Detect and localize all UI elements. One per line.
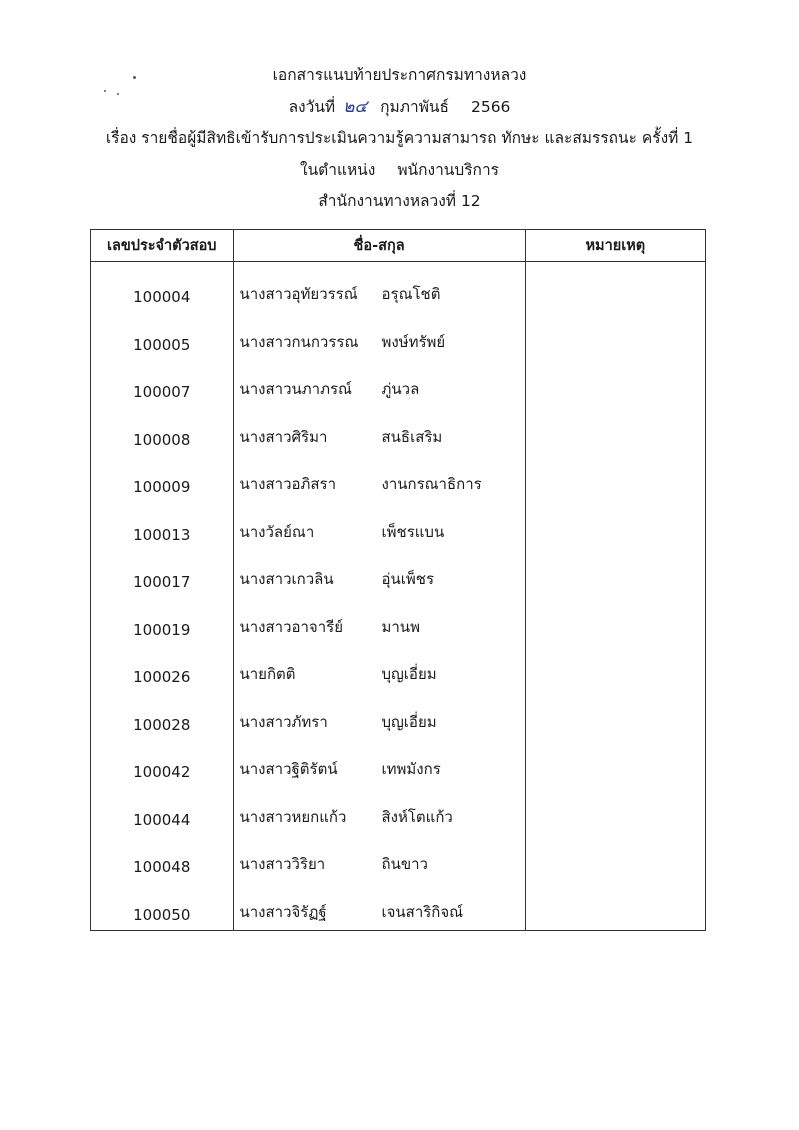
- first-name: นางสาวศิริมา: [239, 427, 328, 446]
- exam-id-cell: 100013: [91, 502, 234, 550]
- last-name: ถินขาว: [381, 855, 428, 873]
- scan-speck: [104, 90, 106, 92]
- first-name: นายกิตติ: [239, 665, 296, 683]
- last-name: อุ่นเพ็ชร: [381, 570, 435, 588]
- remark-cell: [525, 740, 705, 788]
- exam-id-cell: 100044: [91, 787, 234, 835]
- first-name: นางสาวฐิติรัตน์: [239, 760, 338, 778]
- first-name: นางวัลย์ณา: [239, 522, 315, 541]
- remark-cell: [525, 312, 705, 360]
- name-cell: [233, 882, 525, 930]
- exam-id-cell: 100026: [91, 645, 234, 693]
- date-year: 2566: [470, 98, 511, 116]
- table-header-row: [91, 230, 706, 262]
- last-name: เจนสาริกิจณ์: [381, 902, 464, 921]
- last-name: อรุณโชติ: [381, 285, 441, 303]
- last-name: บุญเอี่ยม: [381, 712, 437, 731]
- remark-cell: [525, 835, 705, 883]
- table-row: [91, 262, 706, 313]
- date-month: กุมภาพันธ์: [380, 98, 449, 116]
- remark-cell: [525, 645, 705, 693]
- remark-cell: [525, 407, 705, 455]
- name-cell: [233, 502, 525, 550]
- last-name: มานพ: [381, 617, 420, 636]
- exam-id-cell: 100028: [91, 692, 234, 740]
- first-name: นางสาวกนกวรรณ: [239, 332, 359, 351]
- position-name: พนักงานบริการ: [397, 161, 499, 179]
- exam-id-cell: 100007: [91, 360, 234, 408]
- last-name: พงษ์ทรัพย์: [381, 332, 446, 351]
- first-name: นางสาวจิรัฏฐ์: [239, 902, 327, 921]
- name-cell: [233, 692, 525, 740]
- last-name: สิงห์โตแก้ว: [381, 807, 453, 826]
- remark-cell: [525, 455, 705, 503]
- exam-id-cell: 100017: [91, 550, 234, 598]
- date-day-handwritten: ๒๔: [343, 97, 368, 117]
- exam-id-cell: 100042: [91, 740, 234, 788]
- name-cell: [233, 262, 525, 313]
- name-cell: [233, 550, 525, 598]
- position-prefix: ในตำแหน่ง: [300, 161, 376, 179]
- exam-id-cell: 100019: [91, 597, 234, 645]
- table-row: [91, 550, 706, 598]
- last-name: ภู่นวล: [381, 380, 420, 398]
- column-header-remark: หมายเหตุ: [525, 230, 705, 262]
- name-cell: [233, 645, 525, 693]
- table-row: [91, 312, 706, 360]
- first-name: นางสาวอภิสรา: [239, 475, 337, 493]
- date-line: [0, 93, 799, 120]
- first-name: นางสาวภัทรา: [239, 712, 328, 731]
- remark-cell: [525, 502, 705, 550]
- exam-id-cell: 100004: [91, 262, 234, 313]
- office-line: สำนักงานทางหลวงที่ 12: [318, 192, 481, 210]
- first-name: นางสาวนภาภรณ์: [239, 380, 352, 398]
- document-title: เอกสารแนบท้ายประกาศกรมทางหลวง: [272, 66, 527, 84]
- table-row: [91, 645, 706, 693]
- first-name: นางสาวเกวลิน: [239, 570, 334, 588]
- table-row: [91, 407, 706, 455]
- name-cell: [233, 597, 525, 645]
- table-row: [91, 787, 706, 835]
- table-row: [91, 835, 706, 883]
- table-row: [91, 360, 706, 408]
- column-header-exam-id: เลขประจำตัวสอบ: [91, 230, 234, 262]
- candidates-table: [90, 229, 706, 931]
- last-name: เทพมังกร: [381, 760, 441, 778]
- exam-id-cell: 100050: [91, 882, 234, 930]
- last-name: บุญเอี่ยม: [381, 665, 437, 683]
- table-row: [91, 597, 706, 645]
- name-cell: [233, 360, 525, 408]
- first-name: นางสาวอาจารีย์: [239, 617, 343, 636]
- subject-line: เรื่อง รายชื่อผู้มีสิทธิเข้ารับการประเมินความรู้ความสามารถ ทักษะ และสมรรถนะ ครั้งที่ 1: [105, 129, 694, 147]
- table-row: [91, 882, 706, 930]
- first-name: นางสาวอุทัยวรรณ์: [239, 285, 358, 303]
- name-cell: [233, 787, 525, 835]
- column-header-name: ชื่อ-สกุล: [233, 230, 525, 262]
- table-row: [91, 740, 706, 788]
- remark-cell: [525, 550, 705, 598]
- name-cell: [233, 740, 525, 788]
- name-cell: [233, 312, 525, 360]
- exam-id-cell: 100009: [91, 455, 234, 503]
- date-prefix: ลงวันที่: [288, 98, 336, 116]
- name-cell: [233, 407, 525, 455]
- position-line: [0, 157, 799, 182]
- first-name: นางสาวหยกแก้ว: [239, 807, 347, 826]
- remark-cell: [525, 262, 705, 313]
- remark-cell: [525, 787, 705, 835]
- table-row: [91, 502, 706, 550]
- last-name: เพ็ชรแบน: [381, 522, 445, 541]
- exam-id-cell: 100008: [91, 407, 234, 455]
- remark-cell: [525, 597, 705, 645]
- exam-id-cell: 100048: [91, 835, 234, 883]
- table-row: [91, 692, 706, 740]
- remark-cell: [525, 882, 705, 930]
- remark-cell: [525, 692, 705, 740]
- exam-id-cell: 100005: [91, 312, 234, 360]
- first-name: นางสาววิริยา: [239, 855, 326, 873]
- name-cell: [233, 455, 525, 503]
- name-cell: [233, 835, 525, 883]
- table-row: [91, 455, 706, 503]
- last-name: งานกรณาธิการ: [381, 475, 482, 493]
- last-name: สนธิเสริม: [381, 427, 443, 446]
- remark-cell: [525, 360, 705, 408]
